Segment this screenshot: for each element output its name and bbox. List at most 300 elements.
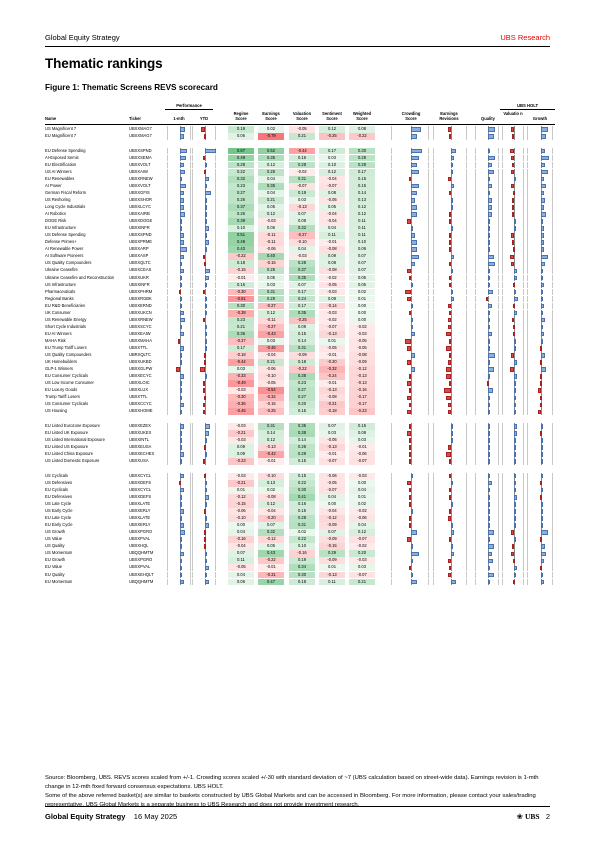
perf-1mth-cell xyxy=(167,218,191,225)
holt-valuation-cell xyxy=(502,204,524,211)
weighted-score: 0.00 xyxy=(349,310,375,317)
earnings-revisions-cell xyxy=(433,394,467,401)
holt-quality-bar xyxy=(488,332,492,336)
row-name: EU Listed US Exposure xyxy=(45,444,89,450)
holt-quality-cell xyxy=(475,204,499,211)
crowding-score-bar xyxy=(411,205,417,209)
valuation-score: -0.09 xyxy=(289,352,315,359)
perf-1mth-bar xyxy=(180,184,186,188)
table-row xyxy=(45,204,555,211)
holt-growth-cell xyxy=(527,529,553,536)
holt-quality-cell xyxy=(475,394,499,401)
valuation-score: 0.29 xyxy=(289,451,315,458)
holt-valuation-cell xyxy=(502,225,524,232)
holt-growth-cell xyxy=(527,408,553,415)
earnings-revisions-bar xyxy=(449,488,451,492)
perf-ytd-bar xyxy=(204,353,206,357)
earnings-score: 0.02 xyxy=(258,487,284,494)
valuation-score: 0.34 xyxy=(289,564,315,571)
sentiment-score: -0.05 xyxy=(319,480,345,487)
holt-quality-cell xyxy=(475,373,499,380)
weighted-score: -0.06 xyxy=(349,515,375,522)
perf-ytd-cell xyxy=(192,557,216,564)
earnings-score: 0.35 xyxy=(258,155,284,162)
holt-quality-cell xyxy=(475,253,499,260)
row-name: EU Momentum xyxy=(45,578,73,584)
holt-quality-cell xyxy=(475,282,499,289)
group-holt-rule xyxy=(500,109,555,110)
row-name: Regional Banks xyxy=(45,295,74,301)
perf-1mth-bar xyxy=(180,233,184,237)
holt-growth-cell xyxy=(527,275,553,282)
row-ticker: UBXXMAG7 xyxy=(129,126,152,131)
holt-quality-cell xyxy=(475,515,499,522)
row-ticker: UBXXERLY xyxy=(129,522,151,528)
holt-valuation-bar xyxy=(514,276,517,280)
holt-quality-bar xyxy=(488,255,494,259)
perf-ytd-cell xyxy=(192,155,216,162)
holt-valuation-bar xyxy=(514,311,517,315)
row-name: EU Consumer Cyclicals xyxy=(45,373,88,379)
row-name: DOGE Risk xyxy=(45,218,67,224)
valuation-score: 0.38 xyxy=(289,373,315,380)
row-name: EU Cyclicals xyxy=(45,486,68,492)
regime-score: -0.03 xyxy=(228,473,254,480)
crowding-score-cell xyxy=(391,190,429,197)
sentiment-score: -0.12 xyxy=(319,515,345,522)
perf-ytd-bar xyxy=(204,170,206,174)
perf-1mth-bar xyxy=(180,544,182,548)
holt-valuation-cell xyxy=(502,579,524,586)
figure-title: Figure 1: Thematic Screens REVS scorecard xyxy=(45,83,218,92)
weighted-score: 0.21 xyxy=(349,579,375,586)
earnings-revisions-cell xyxy=(433,345,467,352)
earnings-revisions-cell xyxy=(433,176,467,183)
sentiment-score: -0.04 xyxy=(319,211,345,218)
earnings-revisions-axis xyxy=(451,359,452,366)
crowding-score-axis xyxy=(411,451,412,458)
valuation-score: 0.16 xyxy=(289,501,315,508)
crowding-score-axis xyxy=(411,394,412,401)
crowding-score-cell xyxy=(391,451,429,458)
holt-valuation-cell xyxy=(502,487,524,494)
row-name: US Low Income Consumer xyxy=(45,380,94,386)
holt-valuation-bar xyxy=(514,445,516,449)
holt-valuation-cell xyxy=(502,260,524,267)
crowding-score-cell xyxy=(391,487,429,494)
perf-1mth-bar xyxy=(180,134,184,138)
sentiment-score: -0.02 xyxy=(319,317,345,324)
earnings-score: -0.10 xyxy=(258,473,284,480)
earnings-revisions-cell xyxy=(433,253,467,260)
table-row xyxy=(45,239,555,246)
perf-1mth-bar xyxy=(180,127,185,131)
holt-growth-cell xyxy=(527,480,553,487)
table-row xyxy=(45,169,555,176)
perf-1mth-bar xyxy=(180,297,182,301)
holt-growth-cell xyxy=(527,394,553,401)
holt-quality-cell xyxy=(475,501,499,508)
perf-ytd-bar xyxy=(205,332,207,336)
crowding-score-cell xyxy=(391,211,429,218)
valuation-score: 0.15 xyxy=(289,408,315,415)
earnings-revisions-bar xyxy=(451,163,453,167)
crowding-score-axis xyxy=(411,522,412,529)
table-row xyxy=(45,282,555,289)
perf-ytd-bar xyxy=(205,424,210,428)
earnings-revisions-bar xyxy=(451,431,453,435)
perf-1mth-bar xyxy=(180,240,184,244)
holt-quality-bar xyxy=(488,184,492,188)
footer-rule xyxy=(45,806,550,807)
perf-1mth-cell xyxy=(167,494,191,501)
earnings-revisions-cell xyxy=(433,401,467,408)
earnings-revisions-cell xyxy=(433,204,467,211)
holt-valuation-cell xyxy=(502,267,524,274)
holt-quality-bar xyxy=(488,283,490,287)
regime-score: -0.12 xyxy=(228,494,254,501)
regime-score: -0.49 xyxy=(228,380,254,387)
perf-ytd-bar xyxy=(201,127,205,131)
holt-valuation-bar xyxy=(511,552,514,556)
holt-valuation-cell xyxy=(502,169,524,176)
regime-score: 0.07 xyxy=(228,550,254,557)
regime-score: -0.30 xyxy=(228,289,254,296)
valuation-score: 0.19 xyxy=(289,190,315,197)
sentiment-score: -0.07 xyxy=(319,487,345,494)
holt-growth-bar xyxy=(540,537,542,541)
perf-1mth-cell xyxy=(167,515,191,522)
holt-valuation-cell xyxy=(502,451,524,458)
holt-quality-bar xyxy=(488,212,492,216)
crowding-score-axis xyxy=(411,401,412,408)
group-performance: Performance xyxy=(176,103,202,108)
perf-1mth-cell xyxy=(167,267,191,274)
holt-valuation-bar xyxy=(512,318,514,322)
sentiment-score: 0.09 xyxy=(319,253,345,260)
regime-score: 0.09 xyxy=(228,444,254,451)
crowding-score-cell xyxy=(391,324,429,331)
row-name: EU Late Cycle xyxy=(45,515,72,521)
valuation-score: 0.17 xyxy=(289,289,315,296)
perf-1mth-bar xyxy=(180,516,182,520)
holt-valuation-bar xyxy=(512,205,514,209)
earnings-revisions-bar xyxy=(451,290,453,294)
holt-quality-bar xyxy=(488,226,490,230)
perf-ytd-cell xyxy=(192,458,216,465)
row-name: US Early Cycle xyxy=(45,508,73,514)
crowding-score-cell xyxy=(391,480,429,487)
holt-quality-cell xyxy=(475,232,499,239)
perf-ytd-bar xyxy=(205,311,207,315)
perf-1mth-bar xyxy=(178,339,180,343)
earnings-revisions-axis xyxy=(451,317,452,324)
holt-growth-bar xyxy=(541,177,544,181)
crowding-score-axis xyxy=(411,338,412,345)
perf-1mth-bar xyxy=(180,445,182,449)
perf-ytd-bar xyxy=(203,318,205,322)
crowding-score-cell xyxy=(391,267,429,274)
note-source: Source: Bloomberg, UBS. REVS scores scaled from +/-1. Crowding scores scaled +/-30 with standard deviation of ~7 (UBS calculation based on street-wide data). Earnings revision is 1-mth change in 12-mth fixed forward consensus expectations. UBS HOLT. xyxy=(45,775,539,790)
perf-ytd-bar xyxy=(205,580,209,584)
earnings-revisions-cell xyxy=(433,331,467,338)
holt-quality-cell xyxy=(475,218,499,225)
row-name: UK Homebuilders xyxy=(45,359,78,365)
col-weighted: Weighted Score xyxy=(352,111,372,121)
crowding-score-axis xyxy=(411,515,412,522)
valuation-score: 0.26 xyxy=(289,444,315,451)
holt-quality-bar xyxy=(488,396,490,400)
holt-quality-bar xyxy=(488,523,490,527)
holt-growth-bar xyxy=(540,495,542,499)
holt-quality-bar xyxy=(488,304,492,308)
row-name: EU Renewables xyxy=(45,175,75,181)
earnings-score: 0.13 xyxy=(258,480,284,487)
earnings-revisions-bar xyxy=(448,410,451,414)
group-holt: UBS HOLT xyxy=(516,103,539,108)
crowding-score-cell xyxy=(391,169,429,176)
sentiment-score: 0.17 xyxy=(319,148,345,155)
perf-ytd-cell xyxy=(192,373,216,380)
row-ticker: UBXXLCYC xyxy=(129,204,152,209)
perf-1mth-bar xyxy=(180,332,184,336)
row-ticker: UBXXLATE xyxy=(129,515,151,521)
perf-ytd-cell xyxy=(192,310,216,317)
row-ticker: UBXXUKBD xyxy=(129,359,152,365)
earnings-revisions-bar xyxy=(449,276,451,280)
col-ticker: Ticker xyxy=(129,116,141,121)
col-name: Name xyxy=(45,116,57,121)
weighted-score: 0.06 xyxy=(349,282,375,289)
crowding-score-axis xyxy=(411,387,412,394)
earnings-revisions-cell xyxy=(433,359,467,366)
holt-valuation-bar xyxy=(514,474,516,478)
holt-growth-cell xyxy=(527,522,553,529)
regime-score: 0.22 xyxy=(228,169,254,176)
table-row xyxy=(45,197,555,204)
valuation-score: -0.16 xyxy=(289,550,315,557)
holt-quality-cell xyxy=(475,267,499,274)
perf-ytd-bar xyxy=(200,367,205,371)
holt-valuation-bar xyxy=(514,177,516,181)
sentiment-score: -0.01 xyxy=(319,451,345,458)
crowding-score-bar xyxy=(407,346,411,350)
holt-valuation-bar xyxy=(514,537,516,541)
perf-ytd-bar xyxy=(203,388,205,392)
perf-ytd-cell xyxy=(192,126,216,133)
row-name: AI Power xyxy=(45,182,62,188)
holt-valuation-cell xyxy=(502,176,524,183)
holt-valuation-axis xyxy=(514,529,515,536)
holt-quality-bar xyxy=(488,388,493,392)
footer-title: Global Equity Strategy xyxy=(45,812,126,821)
holt-growth-cell xyxy=(527,543,553,550)
perf-ytd-cell xyxy=(192,437,216,444)
earnings-score: 0.31 xyxy=(258,289,284,296)
earnings-revisions-axis xyxy=(451,303,452,310)
holt-growth-cell xyxy=(527,169,553,176)
row-ticker: UBXXUKR xyxy=(129,274,149,280)
row-name: UK Consumer xyxy=(45,309,71,315)
holt-growth-bar xyxy=(541,149,545,153)
crowding-score-bar xyxy=(409,311,411,315)
perf-1mth-cell xyxy=(167,394,191,401)
row-ticker: UBXXECYC xyxy=(129,373,152,379)
regime-score: 0.16 xyxy=(228,282,254,289)
table-row xyxy=(45,550,555,557)
weighted-score: -0.03 xyxy=(349,473,375,480)
perf-1mth-bar xyxy=(180,149,187,153)
row-ticker: UBXXAIRB xyxy=(129,211,150,217)
perf-1mth-axis xyxy=(180,366,181,373)
weighted-score: 0.01 xyxy=(349,494,375,501)
holt-quality-bar xyxy=(488,191,490,195)
perf-1mth-bar xyxy=(180,580,184,584)
regime-score: 0.11 xyxy=(228,557,254,564)
perf-1mth-cell xyxy=(167,508,191,515)
crowding-score-bar xyxy=(407,219,411,223)
row-ticker: UBXXTTL xyxy=(129,394,148,400)
crowding-score-cell xyxy=(391,176,429,183)
holt-quality-cell xyxy=(475,211,499,218)
earnings-revisions-cell xyxy=(433,232,467,239)
weighted-score: -0.07 xyxy=(349,572,375,579)
perf-1mth-bar xyxy=(180,276,182,280)
row-ticker: UBXXASP xyxy=(129,253,149,259)
holt-quality-cell xyxy=(475,550,499,557)
holt-quality-bar xyxy=(488,346,490,350)
holt-quality-bar xyxy=(488,318,490,322)
table-row xyxy=(45,246,555,253)
holt-valuation-cell xyxy=(502,501,524,508)
row-name: EU AI Winners xyxy=(45,330,72,336)
holt-quality-bar xyxy=(488,445,490,449)
holt-quality-cell xyxy=(475,190,499,197)
table-row xyxy=(45,126,555,133)
holt-growth-bar xyxy=(541,163,545,167)
holt-valuation-cell xyxy=(502,352,524,359)
row-name: US Consumer Cyclicals xyxy=(45,401,88,407)
crowding-score-bar xyxy=(411,233,415,237)
holt-valuation-cell xyxy=(502,522,524,529)
earnings-score: 0.14 xyxy=(258,430,284,437)
perf-ytd-bar xyxy=(205,573,207,577)
valuation-score: 0.18 xyxy=(289,359,315,366)
sentiment-score: -0.05 xyxy=(319,345,345,352)
row-ticker: UBXXRNEW xyxy=(129,175,153,181)
holt-growth-cell xyxy=(527,225,553,232)
earnings-score: -0.79 xyxy=(258,133,284,140)
perf-ytd-cell xyxy=(192,253,216,260)
holt-valuation-bar xyxy=(513,332,515,336)
holt-growth-bar xyxy=(541,552,546,556)
holt-growth-cell xyxy=(527,176,553,183)
holt-growth-bar xyxy=(541,219,543,223)
row-ticker: UBXXINFR xyxy=(129,281,150,287)
regime-score: -0.30 xyxy=(228,394,254,401)
perf-ytd-axis xyxy=(205,126,206,133)
holt-quality-cell xyxy=(475,296,499,303)
row-ticker: UBXXSEMA xyxy=(129,154,152,160)
row-ticker: UBXXINTL xyxy=(129,437,150,443)
table-row xyxy=(45,458,555,465)
perf-ytd-cell xyxy=(192,494,216,501)
perf-1mth-bar xyxy=(180,177,182,181)
perf-1mth-cell xyxy=(167,557,191,564)
perf-1mth-bar xyxy=(180,360,182,364)
perf-ytd-bar xyxy=(205,177,209,181)
header-title: Global Equity Strategy xyxy=(45,33,120,42)
holt-valuation-bar xyxy=(514,459,516,463)
valuation-score: 0.32 xyxy=(289,225,315,232)
perf-ytd-cell xyxy=(192,572,216,579)
earnings-score: -0.46 xyxy=(258,345,284,352)
perf-ytd-axis xyxy=(205,401,206,408)
sentiment-score: 0.12 xyxy=(319,169,345,176)
sentiment-score: -0.15 xyxy=(319,543,345,550)
holt-growth-bar xyxy=(541,297,543,301)
row-ticker: UBXXERLY xyxy=(129,508,151,514)
perf-ytd-cell xyxy=(192,408,216,415)
holt-quality-cell xyxy=(475,126,499,133)
perf-1mth-cell xyxy=(167,289,191,296)
row-name: US Quality Compounders xyxy=(45,352,92,358)
holt-growth-bar xyxy=(541,276,543,280)
holt-growth-cell xyxy=(527,430,553,437)
valuation-score: -0.03 xyxy=(289,253,315,260)
holt-valuation-cell xyxy=(502,423,524,430)
holt-valuation-axis xyxy=(514,183,515,190)
holt-growth-cell xyxy=(527,557,553,564)
crowding-score-cell xyxy=(391,564,429,571)
table-row xyxy=(45,190,555,197)
table-row xyxy=(45,515,555,522)
holt-valuation-axis xyxy=(514,155,515,162)
regime-score: 0.30 xyxy=(228,303,254,310)
crowding-score-bar xyxy=(411,580,417,584)
crowding-score-axis xyxy=(411,564,412,571)
perf-ytd-bar xyxy=(205,374,207,378)
note-disclaimer: Some of the above referred basket(s) are similar to baskets constructed by UBS Global Markets and can be accessed in Bloomberg. For more information, please contact your sales/trading representative. UBS Global Markets is a separate business to UBS Research and does not provide investment research. xyxy=(45,793,536,808)
holt-valuation-cell xyxy=(502,394,524,401)
weighted-score: -0.05 xyxy=(349,338,375,345)
crowding-score-bar xyxy=(411,149,422,153)
earnings-revisions-cell xyxy=(433,501,467,508)
earnings-revisions-bar xyxy=(448,360,451,364)
valuation-score: 0.20 xyxy=(289,401,315,408)
crowding-score-bar xyxy=(411,544,413,548)
perf-ytd-bar xyxy=(204,262,206,266)
perf-1mth-cell xyxy=(167,380,191,387)
row-name: US Magnificent 7 xyxy=(45,126,77,131)
perf-1mth-cell xyxy=(167,359,191,366)
earnings-revisions-cell xyxy=(433,197,467,204)
crowding-score-cell xyxy=(391,338,429,345)
earnings-revisions-bar xyxy=(449,381,451,385)
regime-score: -0.06 xyxy=(228,508,254,515)
holt-quality-bar xyxy=(488,552,492,556)
perf-ytd-bar xyxy=(205,283,207,287)
perf-ytd-bar xyxy=(205,198,207,202)
holt-growth-cell xyxy=(527,148,553,155)
crowding-score-bar xyxy=(411,552,419,556)
row-name: Long Cycle Industrials xyxy=(45,204,86,209)
regime-score: 0.09 xyxy=(228,451,254,458)
perf-ytd-cell xyxy=(192,338,216,345)
perf-1mth-bar xyxy=(180,559,182,563)
earnings-score: -0.05 xyxy=(258,380,284,387)
earnings-revisions-bar xyxy=(449,283,451,287)
